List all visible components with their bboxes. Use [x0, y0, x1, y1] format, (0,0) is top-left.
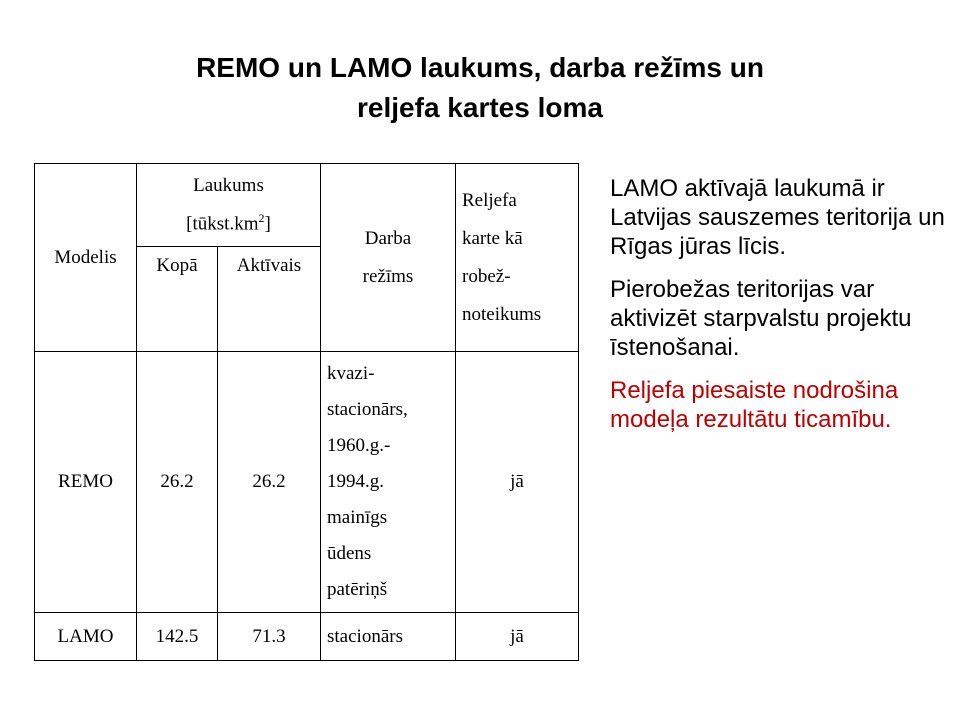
- cell-darba-line: patēriņš: [327, 579, 388, 600]
- header-reljefa: [456, 164, 579, 352]
- header-darba-rezims: [321, 164, 456, 352]
- cell-model: LAMO: [35, 613, 137, 661]
- cell-model: REMO: [35, 352, 137, 613]
- slide-title: [80, 48, 880, 128]
- slide-title-line2: reljefa kartes loma: [357, 92, 603, 123]
- header-laukums: [137, 164, 321, 247]
- bullet-text: [610, 174, 950, 448]
- cell-darba-line: 1994.g.: [327, 471, 384, 492]
- cell-reljefs: jā: [456, 613, 579, 661]
- header-darba-line2: režīms: [362, 265, 414, 287]
- slide-title-line1: REMO un LAMO laukums, darba režīms un: [196, 52, 764, 83]
- header-darba-line1: Darba: [364, 227, 412, 249]
- header-kopa: Kopā: [137, 247, 218, 352]
- header-reljefa-line2: karte kā: [462, 227, 523, 249]
- text-lamo-area: LAMO aktīvajā laukumā ir Latvijas sauszemes teritorija un Rīgas jūras līcis.: [610, 175, 945, 260]
- comparison-table: [34, 163, 579, 661]
- cell-darba: stacionārs: [321, 613, 456, 661]
- header-laukums-close: ]: [264, 213, 271, 235]
- table-header-row-1: [35, 164, 579, 247]
- cell-aktivais: 26.2: [218, 352, 321, 613]
- header-reljefa-line3: robež-: [462, 265, 511, 287]
- header-reljefa-line1: Reljefa: [462, 189, 517, 211]
- cell-reljefs: jā: [456, 352, 579, 613]
- cell-darba-line: kvazi-: [327, 363, 375, 384]
- header-laukums-unit: [tūkst.km: [186, 213, 259, 235]
- text-border-territories: Pierobežas teritorijas var aktivizēt starpvalstu projektu īstenošanai.: [610, 276, 912, 361]
- header-laukums-sup: 2: [258, 210, 265, 225]
- cell-kopa: 142.5: [137, 613, 218, 661]
- cell-aktivais: 71.3: [218, 613, 321, 661]
- text-relief-reliability: Reljefa piesaiste nodrošina modeļa rezultātu ticamību.: [610, 377, 899, 433]
- header-laukums-line1: Laukums: [193, 174, 264, 196]
- header-modelis: Modelis: [35, 164, 137, 352]
- cell-darba-line: stacionārs,: [327, 399, 408, 420]
- table-row: [35, 352, 579, 613]
- header-aktivais: Aktīvais: [218, 247, 321, 352]
- cell-darba-line: mainīgs: [327, 507, 388, 528]
- cell-darba: [321, 352, 456, 613]
- table-row: [35, 613, 579, 661]
- header-reljefa-line4: noteikums: [462, 303, 542, 325]
- cell-darba-line: ūdens: [327, 543, 372, 564]
- cell-kopa: 26.2: [137, 352, 218, 613]
- cell-darba-line: 1960.g.-: [327, 435, 391, 456]
- header-laukums-line2: [143, 202, 314, 240]
